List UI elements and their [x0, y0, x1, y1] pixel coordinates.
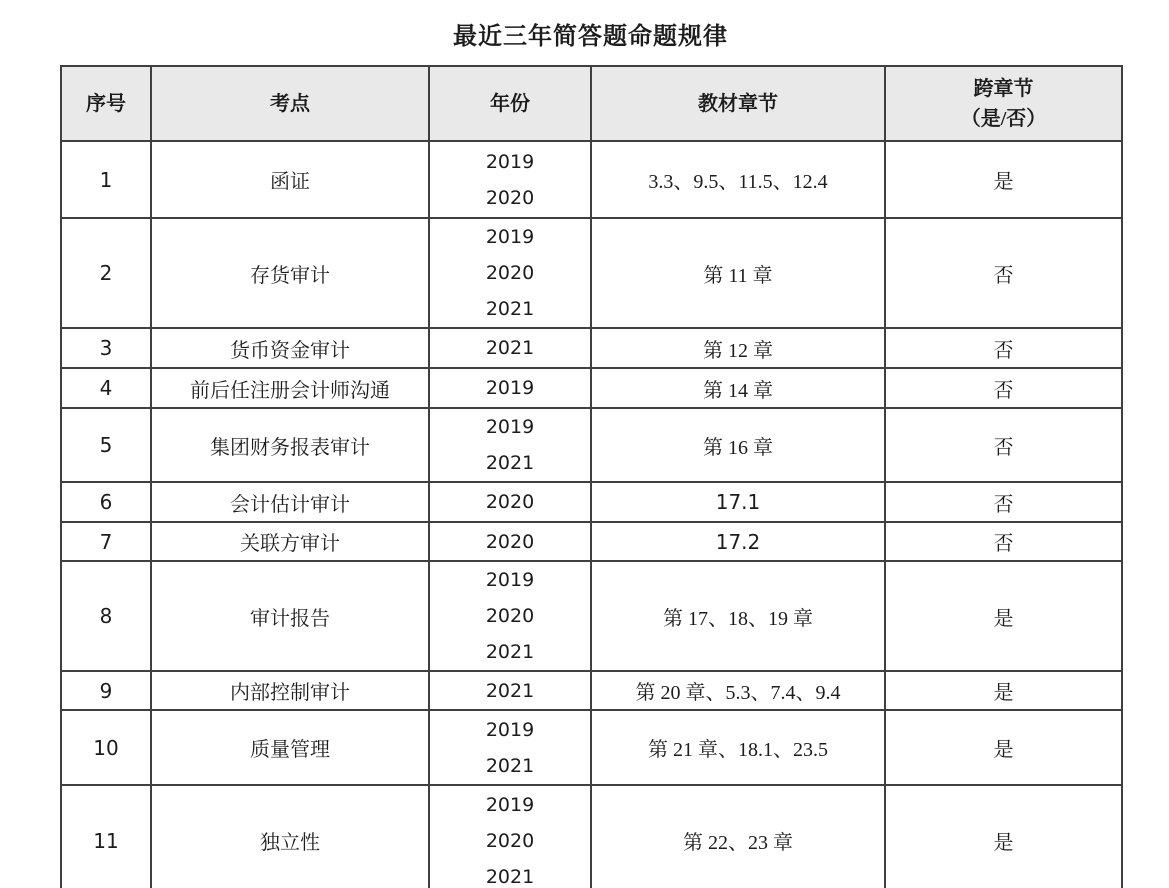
- cell-topic: 集团财务报表审计: [151, 408, 429, 482]
- cell-years: [429, 218, 591, 328]
- cell-years: [429, 368, 591, 408]
- table-row: [61, 671, 1122, 710]
- year-line: 2021: [485, 452, 535, 474]
- cell-cross: 否: [885, 482, 1122, 522]
- cell-topic: 存货审计: [151, 218, 429, 328]
- cell-years: [429, 671, 591, 710]
- year-line: 2020: [485, 491, 535, 513]
- cell-years: [429, 561, 591, 671]
- cell-cross: 否: [885, 522, 1122, 561]
- cell-no: 1: [61, 141, 151, 218]
- table-row: [61, 561, 1122, 671]
- header-cross-line1: 跨章节: [973, 77, 1034, 100]
- table-row: [61, 482, 1122, 522]
- header-row: [61, 66, 1122, 141]
- cell-years: [429, 522, 591, 561]
- year-line: 2019: [485, 150, 535, 173]
- cell-chapters: 第 20 章、5.3、7.4、9.4: [591, 671, 885, 710]
- cell-chapters: 17.2: [591, 522, 885, 561]
- header-cell-chapters: 教材章节: [591, 66, 885, 141]
- cell-cross: 是: [885, 785, 1122, 888]
- cell-no: 6: [61, 482, 151, 522]
- cell-cross: 否: [885, 218, 1122, 328]
- cell-cross: 是: [885, 671, 1122, 710]
- cell-topic: 函证: [151, 141, 429, 218]
- cell-chapters: 第 12 章: [591, 328, 885, 368]
- year-line: 2020: [485, 186, 535, 209]
- cell-topic: 货币资金审计: [151, 328, 429, 368]
- header-cell-topic: 考点: [151, 66, 429, 141]
- table-row: [61, 408, 1122, 482]
- cell-no: 5: [61, 408, 151, 482]
- cell-topic: 独立性: [151, 785, 429, 888]
- cell-cross: 是: [885, 141, 1122, 218]
- table-row: [61, 328, 1122, 368]
- cell-cross: 是: [885, 561, 1122, 671]
- cell-topic: 关联方审计: [151, 522, 429, 561]
- cell-topic: 审计报告: [151, 561, 429, 671]
- table-header: [61, 66, 1122, 141]
- table-body: [61, 141, 1122, 888]
- cell-topic: 内部控制审计: [151, 671, 429, 710]
- cell-topic: 前后任注册会计师沟通: [151, 368, 429, 408]
- year-line: 2021: [485, 298, 535, 320]
- cell-no: 2: [61, 218, 151, 328]
- cell-cross: 否: [885, 328, 1122, 368]
- year-line: 2019: [485, 416, 535, 438]
- cell-topic: 会计估计审计: [151, 482, 429, 522]
- year-line: 2019: [485, 226, 535, 248]
- year-line: 2021: [485, 337, 535, 359]
- year-line: 2021: [485, 754, 535, 777]
- cell-no: 9: [61, 671, 151, 710]
- exam-pattern-table: [60, 65, 1123, 888]
- cell-chapters: 17.1: [591, 482, 885, 522]
- header-cell-years: 年份: [429, 66, 591, 141]
- cell-years: [429, 141, 591, 218]
- year-line: 2019: [485, 569, 535, 591]
- cell-chapters: 第 14 章: [591, 368, 885, 408]
- year-line: 2021: [485, 679, 535, 702]
- table-row: [61, 522, 1122, 561]
- year-line: 2019: [485, 793, 535, 816]
- cell-no: 3: [61, 328, 151, 368]
- header-cell-no: 序号: [61, 66, 151, 141]
- cell-no: 10: [61, 710, 151, 785]
- cell-years: [429, 785, 591, 888]
- cell-no: 4: [61, 368, 151, 408]
- cell-no: 7: [61, 522, 151, 561]
- cell-chapters: 第 22、23 章: [591, 785, 885, 888]
- table-row: [61, 785, 1122, 888]
- header-cross-line2: （是/否）: [960, 107, 1047, 130]
- year-line: 2020: [485, 530, 535, 553]
- cell-years: [429, 328, 591, 368]
- header-cell-cross: [885, 66, 1122, 141]
- year-line: 2020: [485, 829, 535, 852]
- cell-chapters: 第 21 章、18.1、23.5: [591, 710, 885, 785]
- cell-no: 11: [61, 785, 151, 888]
- year-line: 2021: [485, 641, 535, 663]
- cell-cross: 否: [885, 368, 1122, 408]
- cell-chapters: 第 17、18、19 章: [591, 561, 885, 671]
- table-row: [61, 218, 1122, 328]
- cell-chapters: 第 11 章: [591, 218, 885, 328]
- cell-no: 8: [61, 561, 151, 671]
- cell-chapters: 3.3、9.5、11.5、12.4: [591, 141, 885, 218]
- year-line: 2020: [485, 605, 535, 627]
- cell-years: [429, 482, 591, 522]
- cell-topic: 质量管理: [151, 710, 429, 785]
- cell-years: [429, 408, 591, 482]
- year-line: 2019: [485, 718, 535, 741]
- page-title: 最近三年简答题命题规律: [453, 24, 728, 50]
- year-line: 2020: [485, 262, 535, 284]
- year-line: 2021: [485, 865, 535, 888]
- table-row: [61, 710, 1122, 785]
- table-row: [61, 368, 1122, 408]
- table-row: [61, 141, 1122, 218]
- cell-chapters: 第 16 章: [591, 408, 885, 482]
- cell-years: [429, 710, 591, 785]
- year-line: 2019: [485, 377, 535, 399]
- cell-cross: 是: [885, 710, 1122, 785]
- cell-cross: 否: [885, 408, 1122, 482]
